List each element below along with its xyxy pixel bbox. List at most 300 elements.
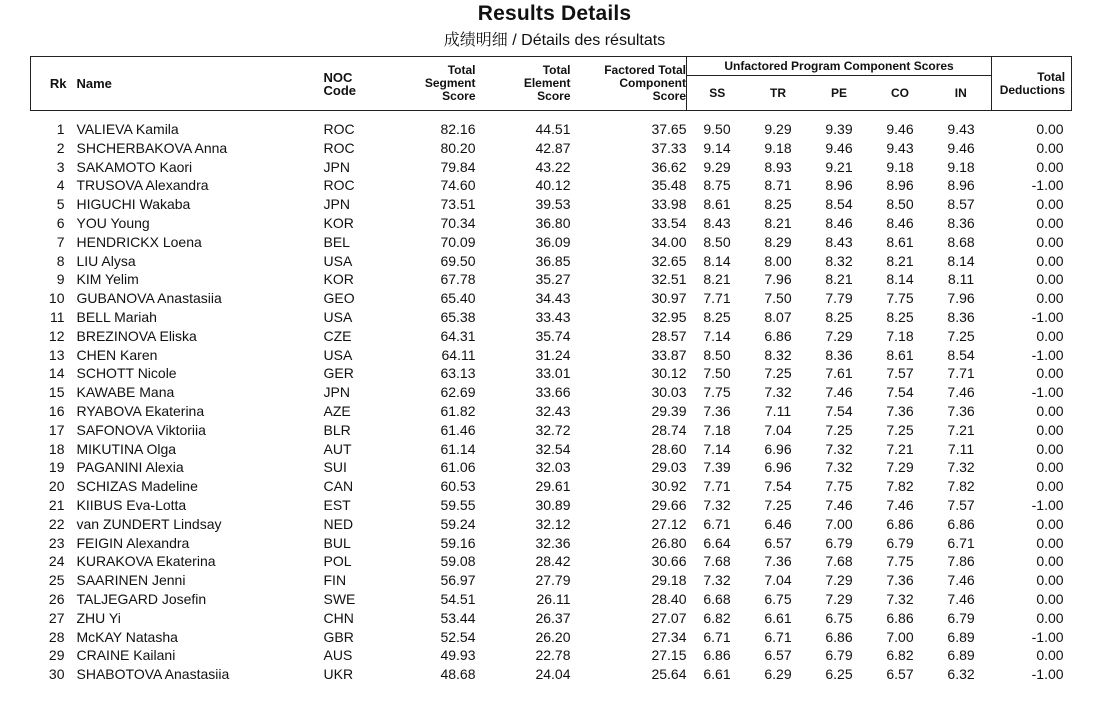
cell-rank: 25 <box>48 572 65 589</box>
cell-co: 8.61 <box>886 233 914 250</box>
cell-total-deductions: 0.00 <box>1036 572 1064 589</box>
cell-tr: 7.32 <box>764 384 792 401</box>
cell-in: 8.14 <box>947 252 975 269</box>
cell-tr: 9.18 <box>764 139 792 156</box>
cell-total-element-score: 33.01 <box>535 365 571 382</box>
cell-skater-name: LIU Alysa <box>76 252 136 269</box>
cell-co: 6.79 <box>886 534 914 551</box>
cell-co: 7.57 <box>886 365 914 382</box>
cell-total-element-score: 26.20 <box>535 628 571 645</box>
cell-ss: 7.39 <box>703 459 731 476</box>
cell-noc-code: ROC <box>323 177 355 194</box>
cell-factored-component-score: 27.34 <box>651 628 687 645</box>
cell-in: 8.57 <box>947 196 975 213</box>
cell-tr: 6.61 <box>764 609 792 626</box>
cell-ss: 8.14 <box>703 252 731 269</box>
cell-ss: 6.71 <box>703 515 731 532</box>
cell-noc-code: GER <box>323 365 354 382</box>
cell-factored-component-score: 27.12 <box>651 515 687 532</box>
cell-total-segment-score: 79.84 <box>440 158 476 175</box>
cell-rank: 22 <box>48 515 65 532</box>
cell-skater-name: GUBANOVA Anastasiia <box>76 290 222 307</box>
cell-total-deductions: -1.00 <box>1031 308 1064 325</box>
cell-factored-component-score: 30.66 <box>651 553 687 570</box>
cell-noc-code: EST <box>323 496 351 513</box>
cell-in: 7.46 <box>947 590 975 607</box>
cell-total-element-score: 30.89 <box>535 496 571 513</box>
cell-total-segment-score: 59.24 <box>440 515 476 532</box>
cell-rank: 9 <box>56 271 65 288</box>
cell-noc-code: JPN <box>323 196 350 213</box>
cell-ss: 7.75 <box>703 384 731 401</box>
cell-total-segment-score: 64.11 <box>441 346 476 363</box>
cell-total-element-score: 31.24 <box>535 346 571 363</box>
cell-rank: 23 <box>48 534 65 551</box>
cell-skater-name: ZHU Yi <box>76 609 121 626</box>
table-row <box>31 176 1072 195</box>
cell-skater-name: BREZINOVA Eliska <box>76 327 197 344</box>
cell-noc-code: FIN <box>323 572 347 589</box>
col-header-rk: Rk <box>49 76 67 91</box>
cell-total-element-score: 28.42 <box>535 553 571 570</box>
cell-skater-name: KIM Yelim <box>76 271 139 288</box>
cell-ss: 6.68 <box>703 590 731 607</box>
cell-ss: 8.25 <box>703 308 731 325</box>
cell-ss: 7.32 <box>703 496 731 513</box>
cell-ss: 6.71 <box>703 628 731 645</box>
cell-total-segment-score: 49.93 <box>440 647 476 664</box>
cell-total-segment-score: 73.51 <box>440 196 476 213</box>
cell-in: 8.68 <box>947 233 975 250</box>
cell-co: 6.57 <box>886 666 914 683</box>
table-row <box>31 458 1072 477</box>
cell-rank: 1 <box>56 121 65 137</box>
cell-total-element-score: 22.78 <box>535 647 571 664</box>
cell-ss: 7.68 <box>703 553 731 570</box>
cell-in: 9.46 <box>947 139 975 156</box>
cell-noc-code: BEL <box>323 233 350 250</box>
table-row <box>31 233 1072 252</box>
cell-ss: 7.32 <box>703 572 731 589</box>
cell-noc-code: NED <box>323 515 354 532</box>
cell-pe: 7.00 <box>825 515 853 532</box>
cell-noc-code: BUL <box>323 534 351 551</box>
cell-total-element-score: 35.27 <box>535 271 571 288</box>
cell-factored-component-score: 25.64 <box>651 666 687 683</box>
cell-pe: 9.46 <box>825 139 853 156</box>
cell-tr: 8.25 <box>764 196 792 213</box>
cell-rank: 16 <box>48 402 65 419</box>
cell-pe: 7.46 <box>825 496 853 513</box>
col-header-name: Name <box>76 76 112 91</box>
cell-tr: 7.54 <box>764 478 792 495</box>
cell-total-segment-score: 70.09 <box>440 233 476 250</box>
cell-total-element-score: 29.61 <box>535 478 571 495</box>
table-row <box>31 515 1072 534</box>
cell-skater-name: SAKAMOTO Kaori <box>76 158 193 175</box>
cell-total-element-score: 33.43 <box>535 308 571 325</box>
cell-skater-name: MIKUTINA Olga <box>76 440 177 457</box>
col-header-total-segment-score: Total Segment Score <box>424 63 476 103</box>
table-header <box>31 57 1072 111</box>
cell-ss: 9.50 <box>703 121 731 137</box>
cell-in: 7.25 <box>947 327 975 344</box>
cell-total-segment-score: 74.60 <box>440 177 476 194</box>
cell-skater-name: HENDRICKX Loena <box>76 233 202 250</box>
cell-total-element-score: 40.12 <box>535 177 571 194</box>
cell-ss: 6.64 <box>703 534 731 551</box>
cell-pe: 6.25 <box>825 666 853 683</box>
cell-ss: 6.86 <box>703 647 731 664</box>
results-body <box>31 111 1072 684</box>
cell-tr: 8.00 <box>764 252 792 269</box>
cell-tr: 8.21 <box>764 214 792 231</box>
cell-rank: 26 <box>48 590 65 607</box>
cell-ss: 8.50 <box>703 233 731 250</box>
cell-ss: 7.14 <box>703 327 731 344</box>
cell-rank: 27 <box>48 609 65 626</box>
cell-tr: 7.04 <box>764 572 792 589</box>
cell-skater-name: KURAKOVA Ekaterina <box>76 553 216 570</box>
cell-factored-component-score: 29.39 <box>651 402 687 419</box>
cell-factored-component-score: 28.57 <box>651 327 687 344</box>
cell-total-deductions: 0.00 <box>1036 121 1064 137</box>
cell-pe: 8.96 <box>825 177 853 194</box>
cell-total-deductions: 0.00 <box>1036 440 1064 457</box>
cell-rank: 19 <box>48 459 65 476</box>
cell-in: 7.46 <box>947 572 975 589</box>
cell-pe: 8.54 <box>825 196 853 213</box>
cell-total-element-score: 35.74 <box>535 327 571 344</box>
cell-total-deductions: 0.00 <box>1036 402 1064 419</box>
cell-pe: 8.21 <box>825 271 853 288</box>
cell-total-deductions: 0.00 <box>1036 252 1064 269</box>
cell-in: 8.36 <box>947 214 975 231</box>
cell-skater-name: CRAINE Kailani <box>76 647 176 664</box>
cell-tr: 8.29 <box>764 233 792 250</box>
cell-total-segment-score: 59.55 <box>440 496 476 513</box>
table-row <box>31 270 1072 289</box>
cell-total-element-score: 32.03 <box>535 459 571 476</box>
cell-in: 7.36 <box>947 402 975 419</box>
table-row <box>31 628 1072 647</box>
cell-ss: 9.29 <box>703 158 731 175</box>
cell-noc-code: USA <box>323 346 353 363</box>
cell-rank: 6 <box>56 214 65 231</box>
cell-co: 7.75 <box>886 290 914 307</box>
cell-ss: 7.36 <box>703 402 731 419</box>
cell-rank: 7 <box>56 233 65 250</box>
cell-ss: 7.18 <box>703 421 731 438</box>
cell-skater-name: HIGUCHI Wakaba <box>76 196 191 213</box>
cell-in: 6.89 <box>947 647 975 664</box>
cell-factored-component-score: 29.18 <box>651 572 687 589</box>
table-row <box>31 289 1072 308</box>
cell-tr: 7.04 <box>764 421 792 438</box>
cell-tr: 6.75 <box>764 590 792 607</box>
cell-skater-name: VALIEVA Kamila <box>76 121 179 137</box>
cell-total-element-score: 36.80 <box>535 214 571 231</box>
cell-total-segment-score: 61.14 <box>440 440 476 457</box>
table-row <box>31 158 1072 177</box>
cell-factored-component-score: 28.60 <box>651 440 687 457</box>
cell-skater-name: BELL Mariah <box>76 308 157 325</box>
cell-factored-component-score: 33.54 <box>651 214 687 231</box>
cell-tr: 9.29 <box>764 121 792 137</box>
cell-co: 8.21 <box>886 252 914 269</box>
cell-in: 7.82 <box>947 478 975 495</box>
cell-co: 7.54 <box>886 384 914 401</box>
cell-in: 7.11 <box>947 440 975 457</box>
cell-pe: 8.25 <box>825 308 853 325</box>
cell-ss: 7.71 <box>703 290 731 307</box>
table-row <box>31 402 1072 421</box>
cell-total-deductions: 0.00 <box>1036 478 1064 495</box>
results-table <box>30 56 1072 684</box>
cell-factored-component-score: 32.65 <box>651 252 687 269</box>
cell-pe: 6.79 <box>825 534 853 551</box>
cell-co: 8.50 <box>886 196 914 213</box>
table-row <box>31 195 1072 214</box>
table-row <box>31 646 1072 665</box>
table-row <box>31 214 1072 233</box>
cell-skater-name: KIIBUS Eva-Lotta <box>76 496 187 513</box>
cell-skater-name: SAFONOVA Viktoriia <box>76 421 206 438</box>
cell-pe: 7.79 <box>825 290 853 307</box>
cell-rank: 17 <box>48 421 65 438</box>
cell-skater-name: PAGANINI Alexia <box>76 459 184 476</box>
cell-total-deductions: 0.00 <box>1036 139 1064 156</box>
cell-skater-name: SCHOTT Nicole <box>76 365 177 382</box>
cell-factored-component-score: 33.87 <box>651 346 687 363</box>
cell-ss: 9.14 <box>703 139 731 156</box>
cell-total-segment-score: 65.38 <box>440 308 476 325</box>
cell-total-deductions: 0.00 <box>1036 421 1064 438</box>
cell-tr: 6.96 <box>764 440 792 457</box>
cell-total-segment-score: 48.68 <box>440 666 476 683</box>
cell-co: 8.14 <box>886 271 914 288</box>
cell-total-segment-score: 52.54 <box>440 628 476 645</box>
cell-rank: 24 <box>48 553 65 570</box>
cell-co: 7.29 <box>886 459 914 476</box>
cell-total-deductions: 0.00 <box>1036 534 1064 551</box>
cell-total-element-score: 32.36 <box>535 534 571 551</box>
cell-total-deductions: 0.00 <box>1036 271 1064 288</box>
col-header-co: CO <box>891 85 909 100</box>
cell-noc-code: CAN <box>323 478 354 495</box>
cell-total-deductions: 0.00 <box>1036 609 1064 626</box>
cell-pe: 8.32 <box>825 252 853 269</box>
cell-tr: 7.36 <box>764 553 792 570</box>
cell-co: 7.75 <box>886 553 914 570</box>
table-row <box>31 534 1072 553</box>
col-header-group-unfactored-pcs: Unfactored Program Component Scores <box>687 57 992 76</box>
table-row <box>31 308 1072 327</box>
cell-noc-code: AUS <box>323 647 353 664</box>
cell-factored-component-score: 29.03 <box>651 459 687 476</box>
cell-pe: 6.79 <box>825 647 853 664</box>
cell-in: 8.96 <box>947 177 975 194</box>
cell-skater-name: McKAY Natasha <box>76 628 178 645</box>
cell-co: 9.18 <box>886 158 914 175</box>
cell-rank: 8 <box>56 252 65 269</box>
table-row <box>31 252 1072 271</box>
cell-ss: 6.82 <box>703 609 731 626</box>
cell-factored-component-score: 33.98 <box>651 196 687 213</box>
cell-total-deductions: 0.00 <box>1036 515 1064 532</box>
cell-total-deductions: -1.00 <box>1031 666 1064 683</box>
col-header-pe: PE <box>830 85 847 100</box>
cell-noc-code: SUI <box>323 459 347 476</box>
cell-co: 6.82 <box>886 647 914 664</box>
cell-ss: 6.61 <box>703 666 731 683</box>
cell-ss: 8.50 <box>703 346 731 363</box>
cell-total-segment-score: 65.40 <box>440 290 476 307</box>
col-header-noc: NOC Code <box>323 69 356 98</box>
cell-tr: 8.32 <box>764 346 792 363</box>
cell-pe: 7.32 <box>825 440 853 457</box>
cell-skater-name: KAWABE Mana <box>76 384 175 401</box>
cell-total-element-score: 39.53 <box>535 196 571 213</box>
cell-tr: 7.25 <box>764 496 792 513</box>
cell-in: 7.86 <box>947 553 975 570</box>
table-row <box>31 383 1072 402</box>
cell-total-deductions: 0.00 <box>1036 459 1064 476</box>
cell-rank: 18 <box>48 440 65 457</box>
table-row <box>31 496 1072 515</box>
cell-factored-component-score: 29.66 <box>651 496 687 513</box>
cell-total-element-score: 42.87 <box>535 139 571 156</box>
page-subtitle: 成绩明细 / Détails des résultats <box>443 32 666 49</box>
cell-noc-code: USA <box>323 308 353 325</box>
cell-total-segment-score: 62.69 <box>440 384 476 401</box>
cell-pe: 7.32 <box>825 459 853 476</box>
col-header-total-deductions: Total Deductions <box>992 57 1072 111</box>
cell-pe: 7.68 <box>825 553 853 570</box>
cell-total-element-score: 26.11 <box>536 590 571 607</box>
cell-factored-component-score: 30.03 <box>651 384 687 401</box>
cell-rank: 10 <box>48 290 65 307</box>
cell-co: 7.18 <box>886 327 914 344</box>
table-row <box>31 665 1072 684</box>
cell-total-element-score: 32.72 <box>535 421 571 438</box>
cell-rank: 29 <box>48 647 65 664</box>
cell-rank: 14 <box>48 365 65 382</box>
table-row <box>31 552 1072 571</box>
cell-skater-name: TALJEGARD Josefin <box>76 590 207 607</box>
cell-tr: 7.11 <box>764 402 792 419</box>
cell-noc-code: ROC <box>323 121 355 137</box>
cell-factored-component-score: 28.40 <box>651 590 687 607</box>
col-header-tr: TR <box>770 85 786 100</box>
cell-factored-component-score: 27.07 <box>651 609 687 626</box>
cell-skater-name: SHABOTOVA Anastasiia <box>76 666 230 683</box>
cell-co: 7.36 <box>886 572 914 589</box>
cell-total-deductions: 0.00 <box>1036 196 1064 213</box>
cell-pe: 7.29 <box>825 327 853 344</box>
cell-total-deductions: 0.00 <box>1036 553 1064 570</box>
cell-noc-code: AZE <box>323 402 351 419</box>
cell-pe: 8.43 <box>825 233 853 250</box>
cell-total-segment-score: 54.51 <box>440 590 476 607</box>
cell-ss: 8.75 <box>703 177 731 194</box>
cell-skater-name: SAARINEN Jenni <box>76 572 186 589</box>
cell-ss: 8.61 <box>703 196 731 213</box>
cell-total-element-score: 24.04 <box>535 666 571 683</box>
cell-total-deductions: -1.00 <box>1031 346 1064 363</box>
cell-total-segment-score: 64.31 <box>440 327 476 344</box>
col-header-total-element-score: Total Element Score <box>523 63 571 103</box>
cell-total-segment-score: 61.06 <box>440 459 476 476</box>
cell-pe: 8.46 <box>825 214 853 231</box>
cell-factored-component-score: 35.48 <box>651 177 687 194</box>
cell-in: 6.79 <box>947 609 975 626</box>
cell-pe: 7.25 <box>825 421 853 438</box>
cell-total-deductions: 0.00 <box>1036 290 1064 307</box>
cell-co: 7.46 <box>886 496 914 513</box>
cell-tr: 8.07 <box>764 308 792 325</box>
cell-co: 7.25 <box>886 421 914 438</box>
cell-total-deductions: -1.00 <box>1031 628 1064 645</box>
cell-tr: 7.25 <box>764 365 792 382</box>
cell-co: 6.86 <box>886 515 914 532</box>
cell-factored-component-score: 30.97 <box>651 290 687 307</box>
cell-total-deductions: 0.00 <box>1036 158 1064 175</box>
cell-total-segment-score: 53.44 <box>440 609 476 626</box>
cell-rank: 21 <box>48 496 65 513</box>
cell-total-element-score: 36.09 <box>535 233 571 250</box>
cell-total-deductions: 0.00 <box>1036 327 1064 344</box>
cell-skater-name: SCHIZAS Madeline <box>76 478 198 495</box>
cell-in: 7.32 <box>947 459 975 476</box>
cell-total-segment-score: 80.20 <box>440 139 476 156</box>
cell-pe: 7.46 <box>825 384 853 401</box>
cell-co: 8.61 <box>886 346 914 363</box>
cell-skater-name: van ZUNDERT Lindsay <box>76 515 222 532</box>
cell-noc-code: ROC <box>323 139 355 156</box>
cell-factored-component-score: 32.51 <box>651 271 687 288</box>
cell-rank: 15 <box>48 384 65 401</box>
col-header-ss: SS <box>687 76 748 111</box>
cell-in: 6.86 <box>947 515 975 532</box>
cell-co: 6.86 <box>886 609 914 626</box>
cell-skater-name: FEIGIN Alexandra <box>76 534 190 551</box>
cell-total-element-score: 32.43 <box>535 402 571 419</box>
cell-total-segment-score: 59.16 <box>440 534 476 551</box>
table-row <box>31 327 1072 346</box>
cell-total-element-score: 34.43 <box>535 290 571 307</box>
cell-pe: 6.75 <box>825 609 853 626</box>
cell-co: 7.82 <box>886 478 914 495</box>
cell-in: 7.96 <box>947 290 975 307</box>
cell-rank: 4 <box>56 177 65 194</box>
cell-co: 9.46 <box>886 121 914 137</box>
cell-rank: 30 <box>48 666 65 683</box>
table-row <box>31 139 1072 158</box>
cell-pe: 7.29 <box>825 572 853 589</box>
table-row <box>31 571 1072 590</box>
table-row <box>31 590 1072 609</box>
cell-in: 8.54 <box>947 346 975 363</box>
cell-noc-code: CHN <box>323 609 354 626</box>
cell-total-deductions: 0.00 <box>1036 214 1064 231</box>
cell-tr: 7.50 <box>764 290 792 307</box>
cell-rank: 28 <box>48 628 65 645</box>
cell-factored-component-score: 30.12 <box>651 365 687 382</box>
table-row <box>31 609 1072 628</box>
cell-in: 9.18 <box>947 158 975 175</box>
cell-rank: 12 <box>48 327 65 344</box>
